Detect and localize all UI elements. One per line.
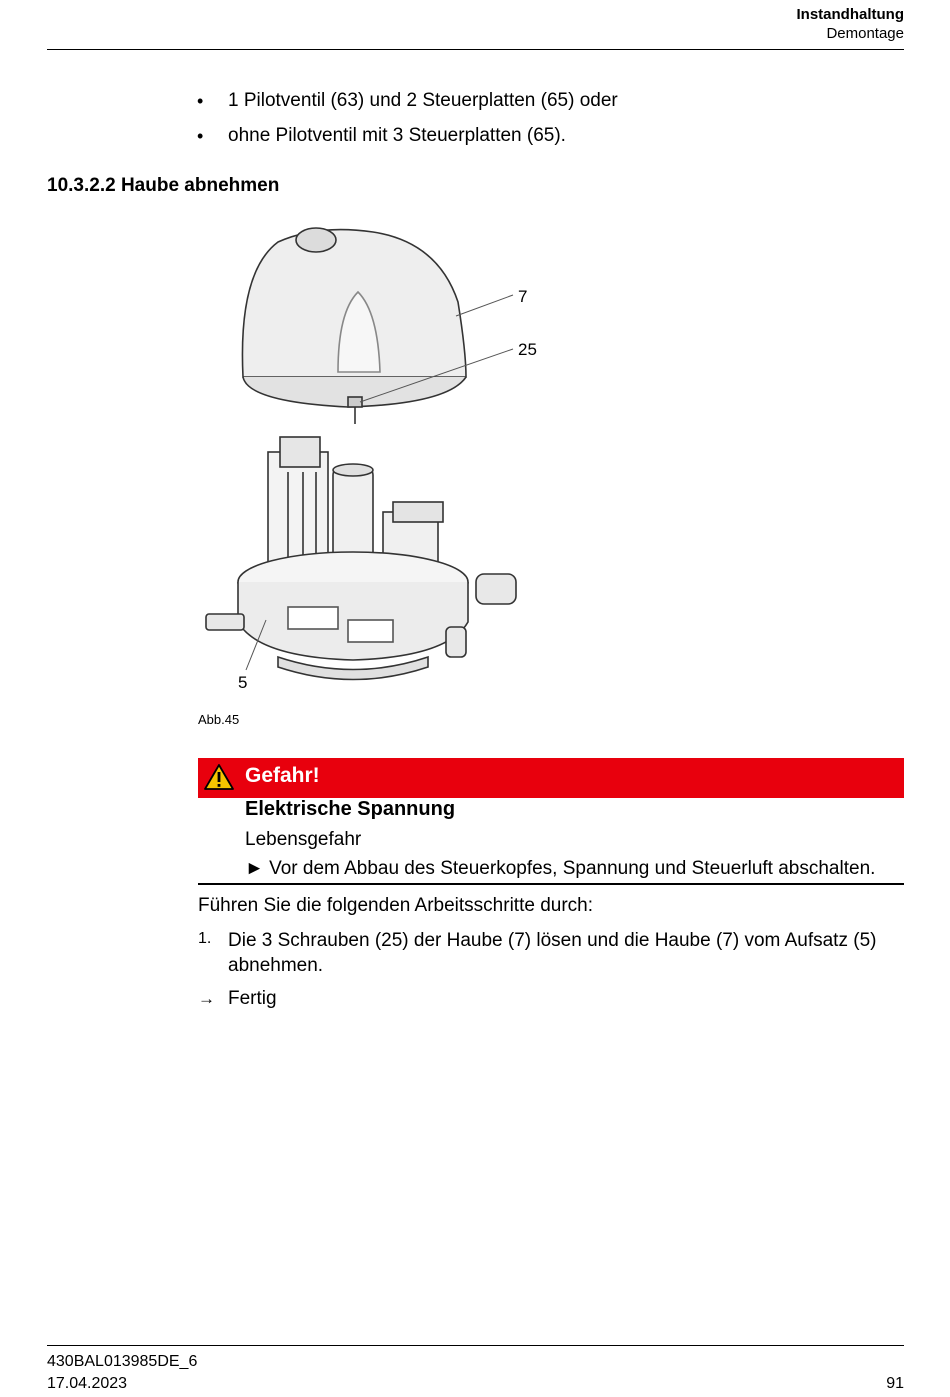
step-number: 1. <box>198 930 212 947</box>
footer-date: 17.04.2023 <box>47 1375 128 1392</box>
section-title: 10.3.2.2 Haube abnehmen <box>47 175 280 196</box>
action-marker: ► <box>245 858 264 879</box>
steps-intro: Führen Sie die folgenden Arbeitsschritte durch: <box>198 895 594 916</box>
page-number: 91 <box>886 1375 904 1392</box>
result-text: Fertig <box>228 988 277 1009</box>
header-subtitle: Demontage <box>826 25 904 42</box>
step-text: Die 3 Schrauben (25) der Haube (7) lösen und die Haube (7) vom Aufsatz (5) abnehmen. <box>228 930 877 976</box>
hazard-action <box>245 858 875 880</box>
danger-title: Gefahr! <box>245 764 320 787</box>
figure-caption: Abb.45 <box>198 712 240 727</box>
footer-rule <box>47 1345 904 1346</box>
warning-triangle-icon <box>203 763 235 791</box>
danger-bottom-rule <box>198 883 904 885</box>
footer-doc-id: 430BAL013985DE_6 <box>47 1353 198 1370</box>
bullet-text: 1 Pilotventil (63) und 2 Steuerplatten (65) oder <box>228 90 618 111</box>
callout-label: 5 <box>238 673 248 692</box>
hazard-consequence: Lebensgefahr <box>245 829 362 850</box>
callout-label: 7 <box>518 287 528 306</box>
callout-label: 25 <box>518 340 537 359</box>
bullet-marker: • <box>197 126 204 146</box>
header-rule <box>47 49 904 50</box>
action-text: Vor dem Abbau des Steuerkopfes, Spannung und Steuerluft abschalten. <box>269 858 876 879</box>
hazard-type: Elektrische Spannung <box>245 798 456 820</box>
header-title: Instandhaltung <box>796 6 904 23</box>
result-arrow-icon: → <box>198 989 215 1008</box>
bullet-marker: • <box>197 91 204 111</box>
exploded-view-figure <box>198 212 558 702</box>
bullet-text: ohne Pilotventil mit 3 Steuerplatten (65). <box>228 125 566 146</box>
